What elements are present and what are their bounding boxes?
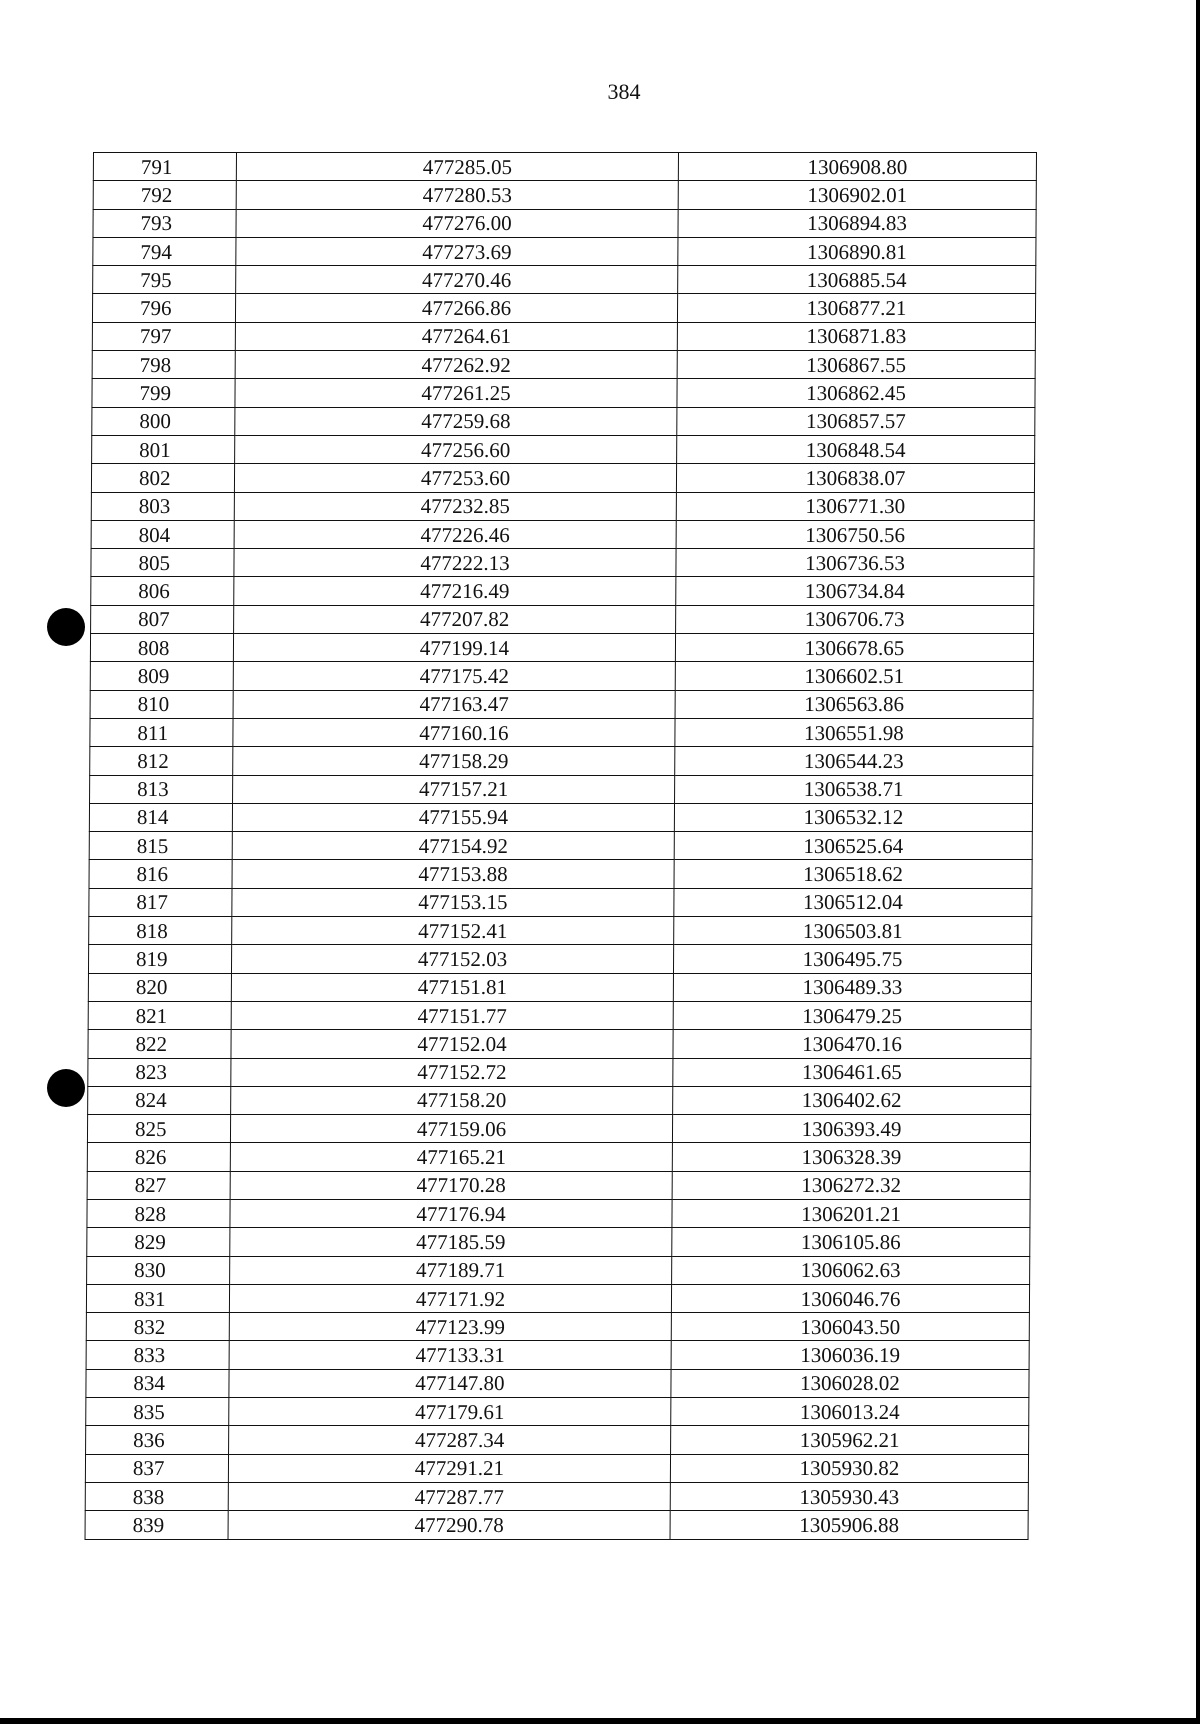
punch-hole-upper — [47, 608, 85, 646]
y-coordinate-cell: 1306734.84 — [676, 577, 1034, 605]
point-number-cell: 798 — [92, 351, 235, 379]
x-coordinate-cell: 477151.81 — [231, 973, 673, 1001]
point-number-cell: 826 — [87, 1143, 230, 1171]
y-coordinate-cell: 1306470.16 — [673, 1030, 1031, 1058]
x-coordinate-cell: 477222.13 — [234, 549, 676, 577]
x-coordinate-cell: 477152.04 — [231, 1030, 673, 1058]
point-number-cell: 816 — [89, 860, 232, 888]
y-coordinate-cell: 1305962.21 — [671, 1426, 1029, 1454]
y-coordinate-cell: 1306894.83 — [678, 209, 1036, 237]
point-number-cell: 803 — [91, 492, 234, 520]
x-coordinate-cell: 477152.72 — [231, 1058, 673, 1086]
x-coordinate-cell: 477216.49 — [234, 577, 676, 605]
table-row — [91, 577, 1034, 605]
table-row — [87, 1256, 1030, 1284]
x-coordinate-cell: 477285.05 — [236, 153, 678, 181]
y-coordinate-cell: 1306871.83 — [677, 322, 1035, 350]
table-row — [86, 1341, 1029, 1369]
point-number-cell: 813 — [90, 775, 233, 803]
x-coordinate-cell: 477253.60 — [234, 464, 676, 492]
table-row — [90, 747, 1033, 775]
point-number-cell: 806 — [91, 577, 234, 605]
y-coordinate-cell: 1306885.54 — [678, 266, 1036, 294]
y-coordinate-cell: 1306028.02 — [671, 1369, 1029, 1397]
y-coordinate-cell: 1305930.43 — [670, 1482, 1028, 1510]
x-coordinate-cell: 477163.47 — [233, 690, 675, 718]
point-number-cell: 824 — [88, 1086, 231, 1114]
table-row — [87, 1228, 1030, 1256]
table-row — [88, 973, 1031, 1001]
y-coordinate-cell: 1306678.65 — [675, 634, 1033, 662]
y-coordinate-cell: 1306771.30 — [676, 492, 1034, 520]
y-coordinate-cell: 1306538.71 — [675, 775, 1033, 803]
table-row — [89, 803, 1032, 831]
x-coordinate-cell: 477153.15 — [232, 888, 674, 916]
table-row — [88, 1086, 1031, 1114]
y-coordinate-cell: 1306393.49 — [672, 1115, 1030, 1143]
point-number-cell: 828 — [87, 1199, 230, 1227]
y-coordinate-cell: 1306525.64 — [674, 832, 1032, 860]
x-coordinate-cell: 477152.03 — [231, 945, 673, 973]
point-number-cell: 809 — [90, 662, 233, 690]
x-coordinate-cell: 477280.53 — [236, 181, 678, 209]
point-number-cell: 827 — [87, 1171, 230, 1199]
table-row — [87, 1171, 1030, 1199]
table-row — [88, 945, 1031, 973]
x-coordinate-cell: 477152.41 — [232, 917, 674, 945]
table-row — [86, 1426, 1029, 1454]
table-row — [93, 266, 1036, 294]
x-coordinate-cell: 477207.82 — [234, 605, 676, 633]
point-number-cell: 812 — [90, 747, 233, 775]
point-number-cell: 793 — [93, 209, 236, 237]
x-coordinate-cell: 477290.78 — [228, 1511, 670, 1539]
point-number-cell: 822 — [88, 1030, 231, 1058]
table-row — [88, 1030, 1031, 1058]
y-coordinate-cell: 1306867.55 — [677, 351, 1035, 379]
point-number-cell: 825 — [87, 1115, 230, 1143]
point-number-cell: 836 — [86, 1426, 229, 1454]
point-number-cell: 831 — [86, 1284, 229, 1312]
table-row — [89, 917, 1032, 945]
point-number-cell: 794 — [93, 237, 236, 265]
x-coordinate-cell: 477151.77 — [231, 1001, 673, 1029]
x-coordinate-cell: 477232.85 — [234, 492, 676, 520]
point-number-cell: 795 — [93, 266, 236, 294]
point-number-cell: 829 — [87, 1228, 230, 1256]
y-coordinate-cell: 1306062.63 — [672, 1256, 1030, 1284]
y-coordinate-cell: 1305930.82 — [670, 1454, 1028, 1482]
y-coordinate-cell: 1306848.54 — [677, 435, 1035, 463]
x-coordinate-cell: 477157.21 — [233, 775, 675, 803]
point-number-cell: 837 — [85, 1454, 228, 1482]
x-coordinate-cell: 477179.61 — [229, 1398, 671, 1426]
table-row — [90, 634, 1033, 662]
table-row — [93, 237, 1036, 265]
point-number-cell: 807 — [91, 605, 234, 633]
x-coordinate-cell: 477262.92 — [235, 351, 677, 379]
point-number-cell: 833 — [86, 1341, 229, 1369]
point-number-cell: 823 — [88, 1058, 231, 1086]
point-number-cell: 834 — [86, 1369, 229, 1397]
y-coordinate-cell: 1306908.80 — [678, 153, 1036, 181]
y-coordinate-cell: 1306602.51 — [675, 662, 1033, 690]
table-row — [85, 1511, 1028, 1539]
x-coordinate-cell: 477175.42 — [233, 662, 675, 690]
table-row — [92, 322, 1035, 350]
x-coordinate-cell: 477264.61 — [235, 322, 677, 350]
point-number-cell: 801 — [92, 435, 235, 463]
point-number-cell: 799 — [92, 379, 235, 407]
table-row — [91, 492, 1034, 520]
y-coordinate-cell: 1306503.81 — [674, 917, 1032, 945]
x-coordinate-cell: 477155.94 — [232, 803, 674, 831]
y-coordinate-cell: 1305906.88 — [670, 1511, 1028, 1539]
x-coordinate-cell: 477270.46 — [236, 266, 678, 294]
y-coordinate-cell: 1306043.50 — [671, 1313, 1029, 1341]
y-coordinate-cell: 1306838.07 — [676, 464, 1034, 492]
table-row — [86, 1284, 1029, 1312]
point-number-cell: 805 — [91, 549, 234, 577]
x-coordinate-cell: 477147.80 — [229, 1369, 671, 1397]
point-number-cell: 802 — [91, 464, 234, 492]
point-number-cell: 835 — [86, 1398, 229, 1426]
point-number-cell: 830 — [87, 1256, 230, 1284]
table-row — [90, 775, 1033, 803]
punch-hole-lower — [47, 1069, 85, 1107]
y-coordinate-cell: 1306518.62 — [674, 860, 1032, 888]
table-row — [89, 888, 1032, 916]
point-number-cell: 820 — [88, 973, 231, 1001]
table-row — [85, 1454, 1028, 1482]
x-coordinate-cell: 477158.29 — [233, 747, 675, 775]
table-row — [87, 1199, 1030, 1227]
y-coordinate-cell: 1306862.45 — [677, 379, 1035, 407]
x-coordinate-cell: 477189.71 — [230, 1256, 672, 1284]
y-coordinate-cell: 1306201.21 — [672, 1199, 1030, 1227]
table-row — [86, 1398, 1029, 1426]
point-number-cell: 791 — [93, 153, 236, 181]
y-coordinate-cell: 1306489.33 — [673, 973, 1031, 1001]
point-number-cell: 808 — [90, 634, 233, 662]
y-coordinate-cell: 1306902.01 — [678, 181, 1036, 209]
table-row — [89, 832, 1032, 860]
x-coordinate-cell: 477123.99 — [229, 1313, 671, 1341]
y-coordinate-cell: 1306532.12 — [674, 803, 1032, 831]
x-coordinate-cell: 477158.20 — [231, 1086, 673, 1114]
table-row — [86, 1313, 1029, 1341]
y-coordinate-cell: 1306750.56 — [676, 520, 1034, 548]
y-coordinate-cell: 1306706.73 — [676, 605, 1034, 633]
table-row — [90, 690, 1033, 718]
x-coordinate-cell: 477171.92 — [229, 1284, 671, 1312]
point-number-cell: 819 — [88, 945, 231, 973]
y-coordinate-cell: 1306544.23 — [675, 747, 1033, 775]
point-number-cell: 792 — [93, 181, 236, 209]
table-row — [85, 1482, 1028, 1510]
point-number-cell: 817 — [89, 888, 232, 916]
x-coordinate-cell: 477160.16 — [233, 718, 675, 746]
table-row — [87, 1115, 1030, 1143]
x-coordinate-cell: 477256.60 — [235, 435, 677, 463]
y-coordinate-cell: 1306551.98 — [675, 718, 1033, 746]
point-number-cell: 796 — [92, 294, 235, 322]
y-coordinate-cell: 1306563.86 — [675, 690, 1033, 718]
point-number-cell: 804 — [91, 520, 234, 548]
table-row — [88, 1001, 1031, 1029]
y-coordinate-cell: 1306890.81 — [678, 237, 1036, 265]
x-coordinate-cell: 477259.68 — [235, 407, 677, 435]
x-coordinate-cell: 477153.88 — [232, 860, 674, 888]
x-coordinate-cell: 477199.14 — [233, 634, 675, 662]
table-row — [93, 181, 1036, 209]
point-number-cell: 797 — [92, 322, 235, 350]
x-coordinate-cell: 477287.34 — [229, 1426, 671, 1454]
y-coordinate-cell: 1306105.86 — [672, 1228, 1030, 1256]
table-row — [93, 153, 1036, 181]
point-number-cell: 800 — [92, 407, 235, 435]
y-coordinate-cell: 1306272.32 — [672, 1171, 1030, 1199]
table-row — [92, 407, 1035, 435]
point-number-cell: 821 — [88, 1001, 231, 1029]
table-row — [91, 464, 1034, 492]
page-number: 384 — [607, 79, 641, 104]
coordinate-table-body — [85, 153, 1036, 1540]
table-row — [90, 662, 1033, 690]
x-coordinate-cell: 477291.21 — [228, 1454, 670, 1482]
x-coordinate-cell: 477273.69 — [236, 237, 678, 265]
table-row — [91, 549, 1034, 577]
y-coordinate-cell: 1306736.53 — [676, 549, 1034, 577]
y-coordinate-cell: 1306036.19 — [671, 1341, 1029, 1369]
y-coordinate-cell: 1306461.65 — [673, 1058, 1031, 1086]
table-row — [90, 718, 1033, 746]
table-row — [92, 435, 1035, 463]
point-number-cell: 818 — [89, 917, 232, 945]
table-row — [87, 1143, 1030, 1171]
table-row — [92, 351, 1035, 379]
point-number-cell: 832 — [86, 1313, 229, 1341]
y-coordinate-cell: 1306479.25 — [673, 1001, 1031, 1029]
point-number-cell: 839 — [85, 1511, 228, 1539]
y-coordinate-cell: 1306402.62 — [673, 1086, 1031, 1114]
x-coordinate-cell: 477185.59 — [230, 1228, 672, 1256]
point-number-cell: 814 — [89, 803, 232, 831]
y-coordinate-cell: 1306013.24 — [671, 1398, 1029, 1426]
y-coordinate-cell: 1306877.21 — [677, 294, 1035, 322]
x-coordinate-cell: 477266.86 — [235, 294, 677, 322]
y-coordinate-cell: 1306857.57 — [677, 407, 1035, 435]
x-coordinate-cell: 477176.94 — [230, 1199, 672, 1227]
table-row — [92, 294, 1035, 322]
table-row — [93, 209, 1036, 237]
x-coordinate-cell: 477261.25 — [235, 379, 677, 407]
table-row — [89, 860, 1032, 888]
x-coordinate-cell: 477276.00 — [236, 209, 678, 237]
point-number-cell: 838 — [85, 1482, 228, 1510]
x-coordinate-cell: 477165.21 — [230, 1143, 672, 1171]
y-coordinate-cell: 1306512.04 — [674, 888, 1032, 916]
point-number-cell: 815 — [89, 832, 232, 860]
table-row — [91, 520, 1034, 548]
y-coordinate-cell: 1306046.76 — [671, 1284, 1029, 1312]
y-coordinate-cell: 1306495.75 — [673, 945, 1031, 973]
x-coordinate-cell: 477170.28 — [230, 1171, 672, 1199]
x-coordinate-cell: 477159.06 — [230, 1115, 672, 1143]
table-row — [91, 605, 1034, 633]
table-row — [88, 1058, 1031, 1086]
coordinate-table — [85, 152, 1037, 1540]
x-coordinate-cell: 477154.92 — [232, 832, 674, 860]
y-coordinate-cell: 1306328.39 — [672, 1143, 1030, 1171]
x-coordinate-cell: 477133.31 — [229, 1341, 671, 1369]
x-coordinate-cell: 477287.77 — [228, 1482, 670, 1510]
x-coordinate-cell: 477226.46 — [234, 520, 676, 548]
point-number-cell: 810 — [90, 690, 233, 718]
point-number-cell: 811 — [90, 718, 233, 746]
table-row — [86, 1369, 1029, 1397]
table-row — [92, 379, 1035, 407]
